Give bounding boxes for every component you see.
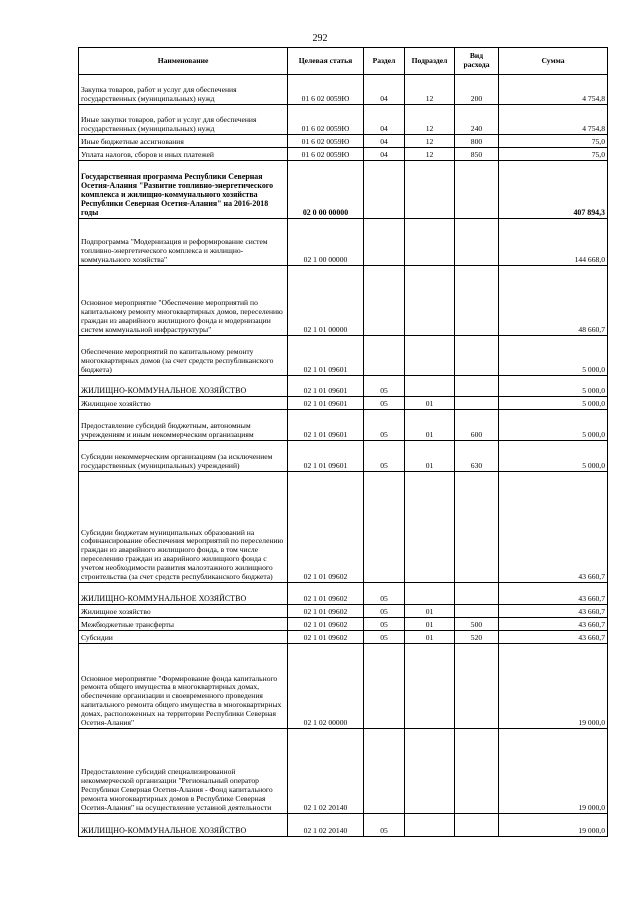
row-expense-type: 200	[455, 75, 499, 105]
row-subsection	[405, 336, 455, 376]
table-row	[79, 631, 608, 644]
row-subsection	[405, 583, 455, 605]
row-section: 05	[364, 605, 405, 618]
row-sum: 407 894,3	[499, 161, 608, 219]
row-name: ЖИЛИЩНО-КОММУНАЛЬНОЕ ХОЗЯЙСТВО	[79, 814, 288, 837]
row-expense-type	[455, 472, 499, 583]
row-expense-type	[455, 376, 499, 397]
row-code: 01 6 02 0059Ю	[288, 148, 364, 161]
row-code: 02 1 01 09602	[288, 618, 364, 631]
row-expense-type	[455, 814, 499, 837]
row-sum: 5 000,0	[499, 336, 608, 376]
row-sum: 43 660,7	[499, 618, 608, 631]
row-code: 01 6 02 0059Ю	[288, 105, 364, 135]
row-subsection	[405, 376, 455, 397]
row-code: 02 1 01 09601	[288, 376, 364, 397]
row-section: 05	[364, 441, 405, 472]
row-sum: 4 754,8	[499, 75, 608, 105]
row-subsection: 01	[405, 410, 455, 441]
row-name: Субсидии некоммерческим организациям (за исключением государственных (муниципальных) учреждений)	[79, 441, 288, 472]
header-section: Раздел	[364, 48, 405, 75]
row-code: 02 1 01 09601	[288, 410, 364, 441]
row-sum: 75,0	[499, 148, 608, 161]
row-section	[364, 219, 405, 266]
row-subsection	[405, 161, 455, 219]
row-code: 02 1 01 09602	[288, 631, 364, 644]
table-row	[79, 135, 608, 148]
row-name: Субсидии	[79, 631, 288, 644]
row-section	[364, 644, 405, 729]
row-name: Государственная программа Республики Северная Осетия-Алания "Развитие топливно-энергетического комплекса и жилищно-коммунального хозяйства Республики Северная Осетия-Алания" на 2016-2018 годы	[79, 161, 288, 219]
row-code: 02 1 00 00000	[288, 219, 364, 266]
header-code: Целевая статья	[288, 48, 364, 75]
table-row	[79, 441, 608, 472]
row-expense-type	[455, 336, 499, 376]
row-code: 02 0 00 00000	[288, 161, 364, 219]
row-sum: 19 000,0	[499, 814, 608, 837]
row-subsection	[405, 644, 455, 729]
row-section: 05	[364, 376, 405, 397]
row-code: 02 1 01 09601	[288, 441, 364, 472]
row-sum: 75,0	[499, 135, 608, 148]
table-row	[79, 148, 608, 161]
row-subsection: 12	[405, 75, 455, 105]
row-section: 05	[364, 631, 405, 644]
row-section	[364, 472, 405, 583]
row-expense-type	[455, 583, 499, 605]
row-code: 02 1 02 20140	[288, 729, 364, 814]
row-subsection: 01	[405, 605, 455, 618]
row-name: Жилищное хозяйство	[79, 605, 288, 618]
row-code: 02 1 01 09602	[288, 605, 364, 618]
row-subsection	[405, 814, 455, 837]
row-name: Предоставление субсидий бюджетным, автономным учреждениям и иным некоммерческим организациям	[79, 410, 288, 441]
budget-table	[78, 47, 608, 837]
row-expense-type: 520	[455, 631, 499, 644]
table-row	[79, 376, 608, 397]
table-row	[79, 729, 608, 814]
row-expense-type	[455, 644, 499, 729]
header-subsection: Подраздел	[405, 48, 455, 75]
row-name: Обеспечение мероприятий по капитальному ремонту многоквартирных домов (за счет средств республиканского бюджета)	[79, 336, 288, 376]
row-sum: 5 000,0	[499, 397, 608, 410]
row-code: 02 1 02 20140	[288, 814, 364, 837]
row-subsection	[405, 219, 455, 266]
row-subsection: 12	[405, 148, 455, 161]
row-name: ЖИЛИЩНО-КОММУНАЛЬНОЕ ХОЗЯЙСТВО	[79, 376, 288, 397]
table-row	[79, 814, 608, 837]
row-expense-type: 850	[455, 148, 499, 161]
row-code: 02 1 01 09601	[288, 336, 364, 376]
row-expense-type	[455, 266, 499, 336]
table-row	[79, 644, 608, 729]
row-sum: 48 660,7	[499, 266, 608, 336]
row-subsection: 12	[405, 105, 455, 135]
row-name: Иные бюджетные ассигнования	[79, 135, 288, 148]
row-section	[364, 729, 405, 814]
row-section: 04	[364, 75, 405, 105]
row-sum: 19 000,0	[499, 729, 608, 814]
table-row	[79, 266, 608, 336]
row-code: 02 1 01 09602	[288, 472, 364, 583]
header-sum: Сумма	[499, 48, 608, 75]
table-row	[79, 75, 608, 105]
row-subsection: 01	[405, 397, 455, 410]
row-name: Закупка товаров, работ и услуг для обеспечения государственных (муниципальных) нужд	[79, 75, 288, 105]
row-name: Субсидии бюджетам муниципальных образований на софинансирование обеспечения мероприятий по переселению граждан из аварийного жилищного фонда, в том числе переселению граждан из аварийного жилищного фонда с учетом необходимости развития малоэтажного жилищного строительства (за счет средств республиканского бюджета)	[79, 472, 288, 583]
row-code: 02 1 01 00000	[288, 266, 364, 336]
row-expense-type: 630	[455, 441, 499, 472]
row-name: Основное мероприятие "Формирование фонда капитального ремонта общего имущества в многоквартирных домах, обеспечение организации и своевременного проведения капитального ремонта общего имущества в многоквартирных домах, расположенных на территории Республики Северная Осетия-Алания"	[79, 644, 288, 729]
row-section: 05	[364, 618, 405, 631]
row-sum: 5 000,0	[499, 410, 608, 441]
table-row	[79, 397, 608, 410]
row-expense-type	[455, 729, 499, 814]
row-section	[364, 266, 405, 336]
row-name: Основное мероприятие "Обеспечение мероприятий по капитальному ремонту многоквартирных домов, переселению граждан из аварийного жилищного фонда и модернизации систем коммунальной инфраструктуры"	[79, 266, 288, 336]
page-number: 292	[312, 33, 328, 44]
table-row	[79, 336, 608, 376]
table-row	[79, 410, 608, 441]
row-sum: 43 660,7	[499, 472, 608, 583]
row-sum: 43 660,7	[499, 631, 608, 644]
table-row	[79, 583, 608, 605]
row-section: 05	[364, 397, 405, 410]
row-section: 05	[364, 814, 405, 837]
row-name: Иные закупки товаров, работ и услуг для обеспечения государственных (муниципальных) нужд	[79, 105, 288, 135]
table-row	[79, 618, 608, 631]
row-section	[364, 336, 405, 376]
row-code: 01 6 02 0059Ю	[288, 75, 364, 105]
row-name: Жилищное хозяйство	[79, 397, 288, 410]
row-section: 04	[364, 105, 405, 135]
row-expense-type	[455, 397, 499, 410]
row-section: 04	[364, 148, 405, 161]
row-expense-type: 500	[455, 618, 499, 631]
row-section	[364, 161, 405, 219]
header-name: Наименование	[79, 48, 288, 75]
row-sum: 4 754,8	[499, 105, 608, 135]
row-subsection	[405, 472, 455, 583]
row-code: 02 1 01 09602	[288, 583, 364, 605]
row-subsection: 01	[405, 631, 455, 644]
table-row	[79, 161, 608, 219]
table-row	[79, 472, 608, 583]
row-sum: 19 000,0	[499, 644, 608, 729]
row-sum: 5 000,0	[499, 376, 608, 397]
row-code: 02 1 02 00000	[288, 644, 364, 729]
row-name: Подпрограмма "Модернизация и реформирование систем топливно-энергетического комплекса и жилищно-коммунального хозяйства"	[79, 219, 288, 266]
row-expense-type	[455, 605, 499, 618]
row-sum: 5 000,0	[499, 441, 608, 472]
row-code: 02 1 01 09601	[288, 397, 364, 410]
row-code: 01 6 02 0059Ю	[288, 135, 364, 148]
row-subsection: 01	[405, 618, 455, 631]
row-subsection	[405, 266, 455, 336]
row-section: 05	[364, 410, 405, 441]
row-expense-type	[455, 219, 499, 266]
row-name: Уплата налогов, сборов и иных платежей	[79, 148, 288, 161]
row-sum: 43 660,7	[499, 605, 608, 618]
row-expense-type: 240	[455, 105, 499, 135]
row-section: 05	[364, 583, 405, 605]
row-subsection: 01	[405, 441, 455, 472]
row-sum: 144 668,0	[499, 219, 608, 266]
table-row	[79, 605, 608, 618]
table-header-row	[79, 48, 608, 75]
row-expense-type: 600	[455, 410, 499, 441]
table-row	[79, 105, 608, 135]
row-name: Предоставление субсидий специализированной некоммерческой организации "Региональный оператор Республики Северная Осетия-Алания - Фонд капитального ремонта многоквартирных домов в Республике Северная Осетия-Алания" на осуществление уставной деятельности	[79, 729, 288, 814]
row-sum: 43 660,7	[499, 583, 608, 605]
table-row	[79, 219, 608, 266]
row-expense-type: 800	[455, 135, 499, 148]
header-expense-type: Вид расхода	[455, 48, 499, 75]
row-subsection: 12	[405, 135, 455, 148]
row-section: 04	[364, 135, 405, 148]
row-name: ЖИЛИЩНО-КОММУНАЛЬНОЕ ХОЗЯЙСТВО	[79, 583, 288, 605]
row-expense-type	[455, 161, 499, 219]
row-name: Межбюджетные трансферты	[79, 618, 288, 631]
row-subsection	[405, 729, 455, 814]
